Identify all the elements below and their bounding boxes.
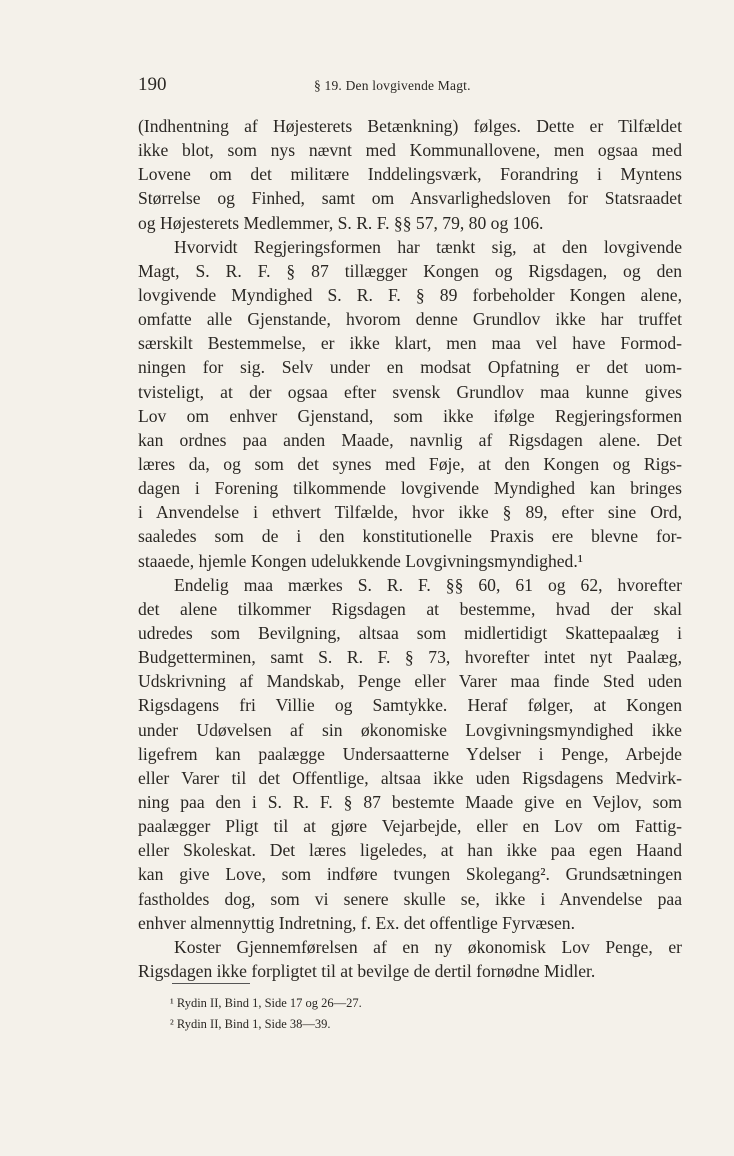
text-line: Rigsdagens fri Villie og Samtykke. Heraf følger, at Kongen: [138, 695, 682, 716]
page-number: 190: [138, 74, 167, 95]
text-line: det alene tilkommer Rigsdagen at bestemme, hvad der skal: [138, 598, 682, 619]
text-line: fastholdes dog, som vi senere skulle se, ikke i Anvendelse paa: [138, 888, 682, 909]
footnote: ¹ Rydin II, Bind 1, Side 17 og 26—27.: [170, 996, 362, 1010]
text-line: Magt, S. R. F. § 87 tillægger Kongen og Rigsdagen, og den: [138, 260, 682, 281]
text-line: kan ordnes paa anden Maade, navnlig af Rigsdagen alene. Det: [138, 429, 682, 450]
text-line: under Udøvelsen af sin økonomiske Lovgivningsmyndighed ikke: [138, 719, 682, 740]
text-line: udredes som Bevilgning, altsaa som midlertidigt Skattepaalæg i: [138, 622, 682, 643]
text-line: Koster Gjennemførelsen af en ny økonomisk Lov Penge, er: [174, 936, 682, 957]
running-head: § 19. Den lovgivende Magt.: [314, 78, 471, 93]
text-line: særskilt Bestemmelse, er ikke klart, men maa vel have Formod-: [138, 333, 682, 354]
text-line: Lov om enhver Gjenstand, som ikke ifølge Regjeringsformen: [138, 405, 682, 426]
text-line: og Højesterets Medlemmer, S. R. F. §§ 57, 79, 80 og 106.: [138, 212, 544, 233]
text-line: ikke blot, som nys nævnt med Kommunallovene, men ogsaa med: [138, 140, 682, 161]
text-line: læres da, og som det synes med Føje, at den Kongen og Rigs-: [138, 453, 682, 474]
text-line: saaledes som de i den konstitutionelle Praxis ere blevne for-: [138, 526, 682, 547]
text-line: omfatte alle Gjenstande, hvorom denne Grundlov ikke har truffet: [138, 309, 682, 330]
text-line: ligefrem kan paalægge Undersaatterne Ydelser i Penge, Arbejde: [138, 743, 682, 764]
text-line: Udskrivning af Mandskab, Penge eller Varer maa finde Sted uden: [138, 671, 682, 692]
text-line: Lovene om det militære Inddelingsværk, Forandring i Myntens: [138, 164, 682, 185]
text-line: eller Skoleskat. Det læres ligeledes, at han ikke paa egen Haand: [138, 840, 682, 861]
text-line: i Anvendelse i ethvert Tilfælde, hvor ikke § 89, efter sine Ord,: [138, 502, 682, 523]
text-line: ningen for sig. Selv under en modsat Opfatning er det uom-: [138, 357, 682, 378]
text-line: dagen i Forening tilkommende lovgivende Myndighed kan bringes: [138, 478, 682, 499]
text-line: Hvorvidt Regjeringsformen har tænkt sig, at den lovgivende: [174, 236, 682, 257]
text-line: kan give Love, som indføre tvungen Skolegang². Grundsætningen: [138, 864, 682, 885]
footnotes: [170, 993, 570, 1035]
text-line: enhver almennyttig Indretning, f. Ex. det offentlige Fyrvæsen.: [138, 912, 575, 933]
text-line: (Indhentning af Højesterets Betænkning) følges. Dette er Tilfældet: [138, 116, 682, 136]
text-line: Størrelse og Finhed, samt om Ansvarlighedsloven for Statsraadet: [138, 188, 682, 209]
text-line: staaede, hjemle Kongen udelukkende Lovgivningsmyndighed.¹: [138, 550, 584, 571]
text-line: Rigsdagen ikke forpligtet til at bevilge de dertil fornødne Midler.: [138, 960, 596, 981]
footnote: ² Rydin II, Bind 1, Side 38—39.: [170, 1017, 331, 1031]
body-text: [138, 114, 682, 983]
page-header: [138, 74, 678, 100]
text-line: Endelig maa mærkes S. R. F. §§ 60, 61 og 62, hvorefter: [174, 574, 682, 595]
text-line: lovgivende Myndighed S. R. F. § 89 forbeholder Kongen alene,: [138, 284, 682, 305]
text-line: paalægger Pligt til at gjøre Vejarbejde, eller en Lov om Fattig-: [138, 816, 682, 837]
text-line: tvisteligt, at der ogsaa efter svensk Grundlov maa kunne gives: [138, 381, 682, 402]
text-line: Budgetterminen, samt S. R. F. § 73, hvorefter intet nyt Paalæg,: [138, 647, 682, 668]
text-line: eller Varer til det Offentlige, altsaa ikke uden Rigsdagens Medvirk-: [138, 767, 682, 788]
footnote-rule: [172, 983, 250, 984]
text-line: ning paa den i S. R. F. § 87 bestemte Maade give en Vejlov, som: [138, 791, 682, 812]
